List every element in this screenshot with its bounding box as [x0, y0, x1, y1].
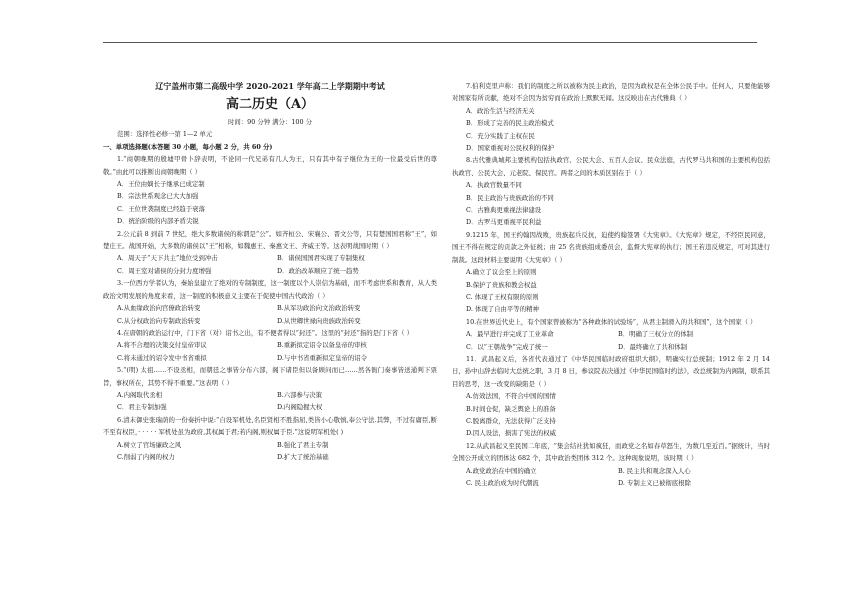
answer-option: D．国家重视对公民权利的保护: [466, 144, 555, 153]
answer-option: D.从世卿世禄向贵族政治转变: [277, 316, 361, 325]
answer-option: C. 体现了王权有限的原则: [466, 292, 539, 301]
answer-option: D．古罗马更重视平民利益: [466, 218, 542, 227]
answer-option: A．政治生活与经济无关: [466, 106, 535, 115]
exam-title: 辽宁盖州市第二高级中学 2020-2021 学年高二上学期期中考试: [155, 81, 385, 91]
answer-option: A.仿效法国，不符合中国的国情: [466, 392, 556, 401]
answer-option: A.树立了官场廉政之风: [117, 440, 182, 449]
answer-option: C．君主专制加强: [117, 403, 167, 412]
option-row: [103, 401, 437, 413]
answer-option: C. 民主政治成为时代潮流: [466, 479, 539, 487]
right-column: [452, 80, 770, 489]
answer-option: C.削弱了内阁的权力: [117, 452, 175, 461]
answer-option: A.将不合理的决策交付皇帝审议: [117, 341, 207, 350]
question-stem: 1.“商朝晚期的殷墟甲骨卜辞表明，不论同一代兄弟有几人为王，只有其中有子继位为王的一位最受后世的尊敬。”由此可以推断出商朝晚期（ ）: [103, 155, 437, 176]
option-row: [103, 265, 437, 277]
answer-option: A.确立了议会至上的原则: [466, 268, 537, 277]
option-row: [103, 252, 437, 264]
answer-option: B.时间仓促，缺乏舆论上的准备: [466, 404, 556, 413]
question: [452, 80, 770, 154]
left-column: [103, 80, 437, 463]
left-question-list: [103, 153, 437, 463]
question-stem: 2.公元前 8 到前 7 世纪，绝大多数诸侯的称谓是“公”。如齐桓公、宋襄公、晋文公等，只有楚国国君称“王”，如楚庄王。战国开始，大多数的诸侯以“王”相称，如魏惠王、秦惠文王、齐威王等。这表明战国时期（ ）: [103, 229, 437, 251]
right-question-list: [452, 80, 770, 489]
question: [452, 440, 770, 490]
question-stem: 8.古代雅典城邦主要机构包括执政官、公民大会、五百人会议、民众法庭，古代罗马共和国的主要机构包括执政官、公民大会、元老院、保民官。两者之间的本质区别在于（ ）: [452, 156, 770, 177]
question-stem: 12.从武昌起义至民国二年底，“集会结社犹如疯狂，而政党之名如春草怒生，为数几至近百。”据统计，当时全国公开成立的团体达 682 个，其中政治类团体 312 个。这种现象说明，该时期（ ）: [452, 441, 770, 463]
question: [452, 229, 770, 316]
question: [452, 154, 770, 228]
question: [103, 414, 437, 464]
answer-option: A．王位由嫡长子继承已成定制: [117, 180, 205, 189]
question-stem: 5.“(明) 太祖……不设丞相，而朝廷之事皆分布六部，阁下诸臣但以备顾问而已……然各衙门奏事皆送通判下票旨，事权所在，其势不得不重要。”这表明（ ）: [103, 366, 437, 387]
answer-option: B. 民主共和观念深入人心: [618, 466, 691, 475]
option-row: [452, 477, 770, 489]
answer-option: B.保护了贵族和教会权益: [466, 280, 537, 289]
answer-option: C.将未通过的诏令发中书省重拟: [117, 353, 207, 362]
answer-option: B.六部参与决策: [277, 390, 323, 399]
answer-option: D.扩大了统治基础: [277, 452, 329, 461]
answer-option: A.内阁取代丞相: [117, 390, 162, 399]
option-row: [103, 389, 437, 401]
question: [103, 228, 437, 278]
answer-option: D.内阁隐握大权: [277, 403, 323, 412]
answer-option: A．最早进行并完成了工业革命: [466, 330, 554, 339]
answer-option: B.强化了君主专制: [277, 440, 329, 449]
answer-option: C．王位世袭制度已经趋于衰落: [117, 204, 205, 213]
question-stem: 9.1215 年，国王约翰因战败，贵族起兵反抗，迫使约翰签署《大宪章》。《大宪章》规定，不经臣民同意，国王不得在规定的贡款之外征税；由 25 名贵族组成委员会，监督大宪章的执行；国王若违反规定，可对其进行制裁。这段材料主要说明《大宪章》（ ）: [452, 230, 770, 264]
question-stem: 11．武昌起义后，各省代表通过了《中华民国临时政府组织大纲》，明确实行总统制；1912 年 2 月 14 日，孙中山辞去临时大总统之职，3 月 8 日，参议院表决通过《中华民国临时约法》，改总统制为内阁制，联系其目的思考，这一改变的缺陷是（ ）: [452, 354, 770, 388]
answer-option: B．明确了三权分立的体制: [618, 330, 693, 339]
answer-option: C．古雅典更重视法律建设: [466, 206, 542, 215]
exam-scope: 范围：选择性必修一第 1—2 单元: [117, 130, 213, 139]
question-stem: 6.清末御史张瑞荫的一份奏折中说:“自设军机处,名臣贤相不胜指屈,类皆小心敬慎,奉公守法.其弊，不过有庸臣,断不至有权臣，· · · · · 军机处虽为政府,其权属于君;若内阁,则权属于臣.”这说明军机处( ): [103, 415, 437, 437]
exam-meta: 时间：90 分钟 满分：100 分: [228, 118, 312, 126]
question: [452, 353, 770, 440]
answer-option: D. 体现了自由平等的精神: [466, 305, 539, 314]
question: [103, 327, 437, 364]
answer-option: D．政治改革顺应了统一趋势: [277, 266, 359, 275]
answer-option: C．以“王朝战争”完成了统一: [466, 342, 548, 351]
answer-option: D. 专制主义已被彻底根除: [618, 479, 691, 487]
answer-option: A．执政官数量不同: [466, 181, 522, 190]
section-heading: 一、单项选择题(本答题 30 小题，每小题 2 分，共 60 分): [103, 142, 273, 151]
answer-option: B．宗法世系观念已大大加强: [117, 192, 199, 201]
option-row: [452, 341, 770, 353]
option-row: [452, 328, 770, 340]
answer-option: B.重新拟定诏令以备皇帝的审核: [277, 341, 367, 350]
answer-option: C.从分权政治向专制政治转变: [117, 316, 201, 325]
option-row: [452, 465, 770, 477]
answer-option: B．诸侯国国君实现了专制集权: [277, 254, 365, 263]
question: [103, 364, 437, 414]
answer-option: C．周王室对诸侯的分封力度增强: [117, 266, 212, 275]
answer-option: D.因人设法，损害了宪法的权威: [466, 429, 557, 438]
question-stem: 10.在世界近代史上，有个国家曾被称为“各种政体的试验场”，从君主制滑入的共和国”，这个国家（ ）: [466, 317, 757, 326]
option-row: [103, 439, 437, 451]
answer-option: B．民主政治与贵族政治的不同: [466, 193, 554, 202]
option-row: [103, 302, 437, 314]
answer-option: C．充分实践了主权在民: [466, 131, 535, 140]
question: [103, 277, 437, 327]
question: [103, 153, 437, 227]
answer-option: C.脱离群众，无法获得广泛支持: [466, 416, 556, 425]
top-rule: [103, 42, 757, 43]
answer-option: A.从血缘政治向官僚政治转变: [117, 304, 201, 313]
answer-option: D.与中书省重新拟定皇帝的诏令: [277, 353, 368, 362]
question-stem: 3.一位西方学者认为，秦始皇建立了绝对的专制制度，这一制度以个人崇信为基础，而不考虑世系和教育，从人类政治文明发展的角度来看，这一制度的积极意义主要在于促使中国古代政治（ ）: [103, 279, 437, 300]
question: [452, 316, 770, 353]
answer-option: D．统治阶级的内部矛盾尖锐: [117, 217, 199, 226]
subject-title: 高二历史（A）: [225, 97, 315, 112]
question-stem: 7.伯利克里声称：我们的制度之所以被称为民主政治，是因为政权是在全体公民手中。任何人，只要他能够对国家有所贡献，绝对不会因为贫穷而在政治上默默无闻。这反映出在古代雅典（ ）: [452, 82, 770, 103]
answer-option: A．周天子“天下共主”地位受到冲击: [117, 254, 218, 263]
question-stem: 4.在唐朝的政治运行中，门下省（对）诏书之出，有不便者得以“封还”。这里的“封还”指的是门下省（ ）: [117, 328, 413, 337]
option-row: [103, 451, 437, 463]
option-row: [103, 315, 437, 327]
answer-option: B.从军功政治向文治政治转变: [277, 304, 361, 313]
answer-option: A.政党政治在中国的确立: [466, 466, 537, 475]
option-row: [103, 352, 437, 364]
answer-option: D．最终确立了共和体制: [618, 342, 688, 351]
option-row: [103, 339, 437, 351]
answer-option: B．形成了完善的民主政治模式: [466, 119, 554, 128]
